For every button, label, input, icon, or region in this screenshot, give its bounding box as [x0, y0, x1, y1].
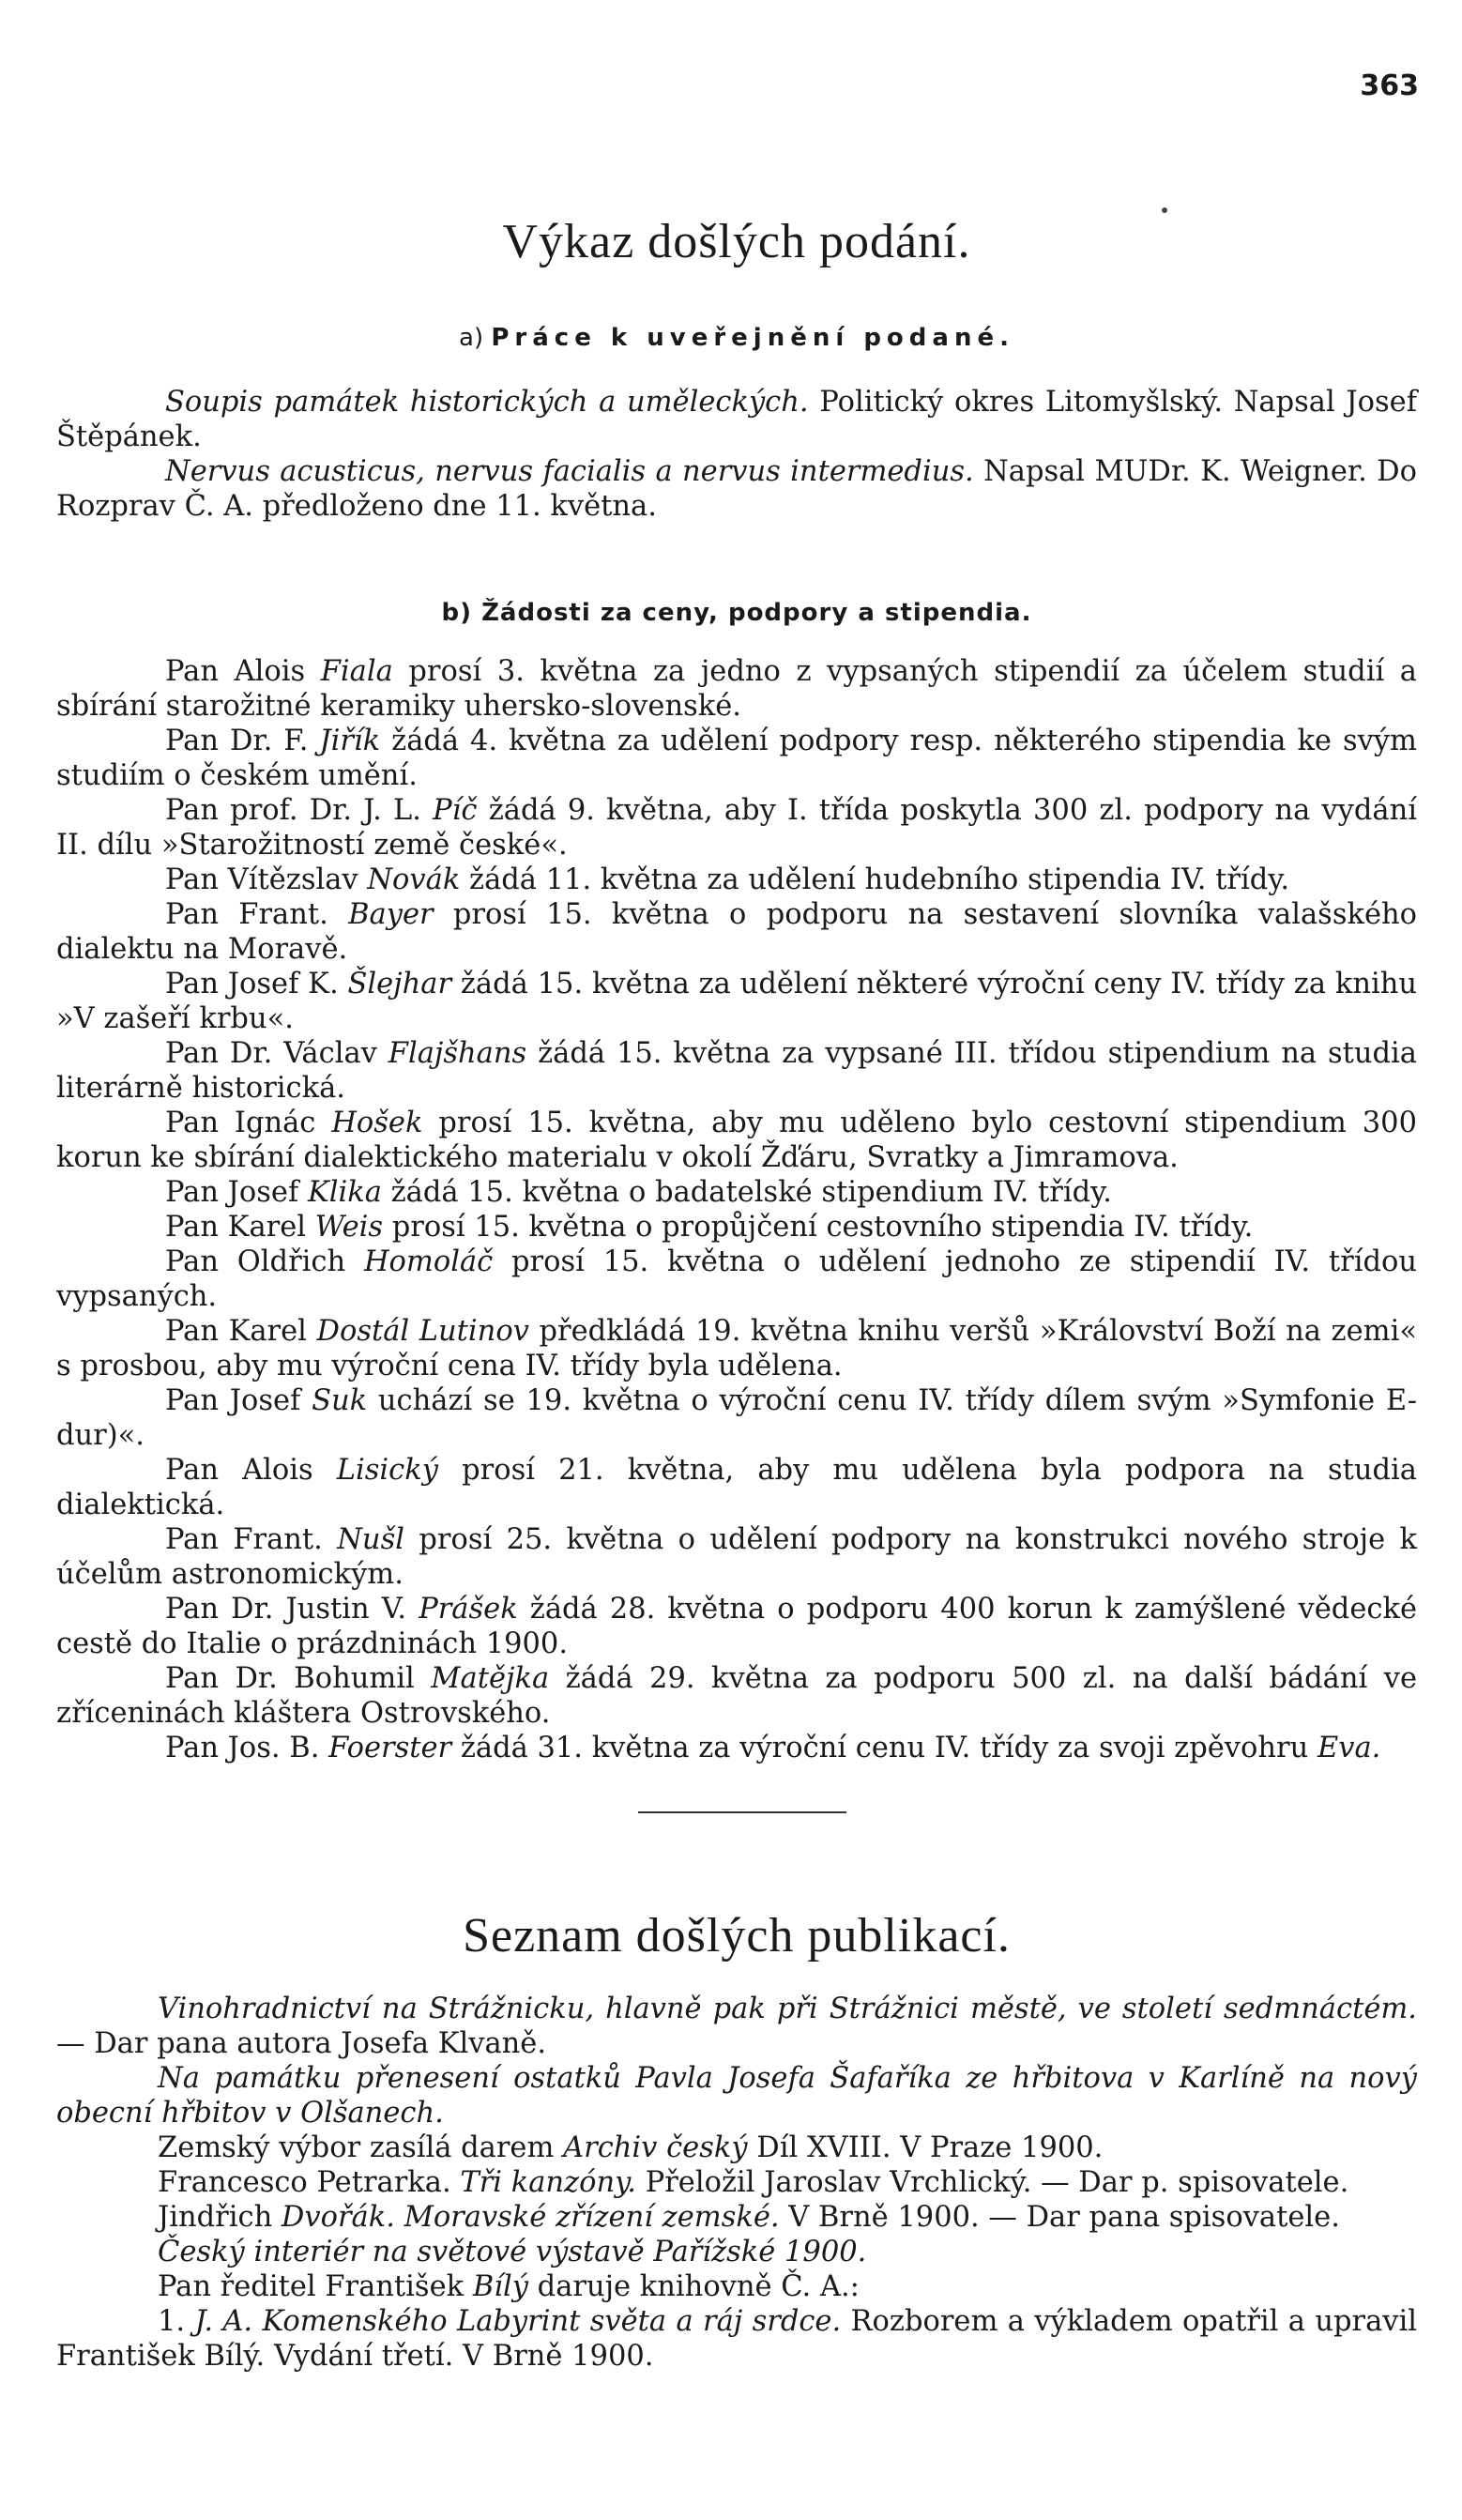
request-name: Matějka	[431, 1662, 550, 1695]
request-pre: Pan Josef K.	[165, 968, 348, 1000]
request-name: Bayer	[348, 898, 434, 931]
publication-details: V Brně 1900. — Dar pana spisovatele.	[779, 2201, 1340, 2234]
request-name: Lisický	[336, 1454, 438, 1487]
work-title: Nervus acusticus, nervus facialis a nervus intermedius.	[165, 455, 974, 488]
request-name: Klika	[307, 1176, 382, 1209]
publications-title: Seznam došlých publikací.	[463, 1909, 1011, 1963]
request-text: prosí 15. května o podporu na sestavení slovníka valašského dialektu na Moravě.	[56, 898, 1418, 966]
publication-title: J. A. Komenského Labyrint světa a ráj srdce.	[194, 2305, 842, 2338]
publication-entry	[56, 2235, 1417, 2269]
publication-pre: Francesco Petrarka.	[158, 2166, 461, 2199]
publication-details: — Dar pana autora Josefa Klvaně.	[56, 2027, 547, 2060]
request-entry	[56, 1314, 1417, 1383]
publication-title: Bílý	[472, 2270, 528, 2303]
opera-title: Eva.	[1317, 1732, 1381, 1764]
request-entry	[56, 724, 1417, 793]
print-speck	[1162, 207, 1167, 213]
publication-entry	[56, 2165, 1417, 2200]
section-divider	[638, 1811, 846, 1813]
work-entry	[56, 385, 1417, 454]
section-b-heading: b) Žádosti za ceny, podpory a stipendia.	[441, 599, 1032, 627]
publication-details: Přeložil Jaroslav Vrchlický. — Dar p. spisovatele.	[636, 2166, 1349, 2199]
request-name: Weis	[314, 1211, 384, 1244]
request-pre: Pan Dr. F.	[165, 725, 320, 757]
request-name: Dostál Lutinov	[316, 1315, 529, 1348]
publication-entry	[56, 2061, 1417, 2131]
request-pre: Pan Dr. Václav	[165, 1037, 388, 1070]
request-entry	[56, 1175, 1417, 1210]
request-entry	[56, 1661, 1417, 1731]
publication-details: Rozborem a výkladem opatřil a upravil František Bílý. Vydání třetí. V Brně 1900.	[56, 2305, 1418, 2373]
work-title: Soupis památek historických a uměleckých.	[165, 386, 809, 419]
work-details: Politický okres Litomyšlský. Napsal Josef Štěpánek.	[56, 386, 1417, 453]
request-name: Šlejhar	[347, 968, 452, 1000]
request-text: prosí 25. května o udělení podpory na konstrukci nového stroje k účelům astronomickým.	[56, 1523, 1417, 1591]
publication-title: Vinohradnictví na Strážnicku, hlavně pak při Strážnici městě, ve století sedmnáctém.	[158, 1993, 1417, 2025]
request-pre: Pan Jos. B.	[165, 1732, 329, 1764]
report-title: Výkaz došlých podání.	[502, 215, 971, 268]
request-pre: Pan Frant.	[165, 898, 349, 931]
request-entry	[56, 1383, 1417, 1453]
page-number: 363	[1360, 69, 1419, 102]
request-name: Nušl	[337, 1523, 404, 1556]
request-pre: Pan Dr. Justin V.	[165, 1593, 419, 1626]
request-text: prosí 15. května o propůjčení cestovního stipendia IV. třídy.	[383, 1211, 1254, 1244]
request-entry	[56, 1245, 1417, 1314]
request-text: prosí 21. května, aby mu udělena byla podpora na studia dialektická.	[56, 1454, 1417, 1521]
request-text: žádá 4. května za udělení podpory resp. některého stipendia ke svým studiím o českém umění.	[56, 725, 1417, 792]
publication-pre: Jindřich	[158, 2201, 282, 2234]
works-list	[56, 385, 1417, 524]
request-text: prosí 15. května o udělení jednoho ze stipendií IV. třídou vypsaných.	[56, 1245, 1417, 1313]
request-entry	[56, 1106, 1417, 1175]
request-pre: Pan Frant.	[165, 1523, 338, 1556]
publication-details: Díl XVIII. V Praze 1900.	[747, 2131, 1104, 2164]
publication-entry	[56, 2304, 1417, 2374]
publication-entry	[56, 2131, 1417, 2165]
request-entry	[56, 654, 1417, 724]
request-text: prosí 3. května za jedno z vypsaných stipendií za účelem studií a sbírání starožitné keramiky uhersko-slovenské.	[56, 655, 1417, 723]
request-entry	[56, 1592, 1417, 1661]
publications-list	[56, 1992, 1417, 2374]
section-a-title: Práce k uveřejnění podané.	[491, 324, 1014, 352]
publication-entry	[56, 1992, 1417, 2061]
request-pre: Pan Oldřich	[165, 1245, 364, 1278]
request-pre: Pan Vítězslav	[165, 863, 368, 896]
request-entry	[56, 1210, 1417, 1245]
request-entry	[56, 793, 1417, 863]
request-text: žádá 15. května za vypsané III. třídou stipendium na studia literárně historická.	[56, 1037, 1417, 1105]
request-text: předkládá 19. května knihu veršů »Království Boží na zemi« s prosbou, aby mu výroční cena IV. třídy byla udělena.	[56, 1315, 1417, 1382]
requests-list	[56, 654, 1417, 1765]
request-text: žádá 28. května o podporu 400 korun k zamýšlené vědecké cestě do Italie o prázdninách 1900.	[56, 1593, 1417, 1660]
work-entry	[56, 454, 1417, 524]
request-text: žádá 29. května za podporu 500 zl. na další bádání ve zříceninách kláštera Ostrovského.	[56, 1662, 1418, 1730]
request-name: Jiřík	[319, 725, 381, 757]
request-name: Hošek	[331, 1107, 423, 1139]
request-text: žádá 15. května za udělení některé výroční ceny IV. třídy za knihu »V zašeří krbu«.	[56, 968, 1418, 1035]
request-entry	[56, 1522, 1417, 1592]
publication-title: Na památku přenesení ostatků Pavla Josefa Šafaříka ze hřbitova v Karlíně na nový obecní hřbitov v Olšanech.	[56, 2062, 1417, 2130]
request-entry	[56, 1036, 1417, 1106]
request-name: Píč	[433, 794, 478, 827]
section-a-prefix: a)	[459, 324, 484, 352]
publication-title: Archiv český	[563, 2131, 748, 2164]
publication-title: Český interiér na světové výstavě Pařížské 1900.	[158, 2236, 867, 2268]
request-pre: Pan Alois	[165, 655, 321, 688]
request-name: Flajšhans	[388, 1037, 527, 1070]
publication-pre: Pan ředitel František	[158, 2270, 473, 2303]
request-pre: Pan Dr. Bohumil	[165, 1662, 432, 1695]
publication-pre: 1.	[158, 2305, 195, 2338]
publication-title: Tři kanzóny.	[460, 2166, 636, 2199]
request-pre: Pan Josef	[165, 1384, 312, 1417]
request-text: uchází se 19. května o výroční cenu IV. třídy dílem svým »Symfonie E-dur)«.	[56, 1384, 1417, 1452]
publication-entry	[56, 2269, 1417, 2304]
request-name: Novák	[367, 863, 461, 896]
request-text: žádá 11. května za udělení hudebního stipendia IV. třídy.	[460, 863, 1290, 896]
request-name: Prášek	[419, 1593, 518, 1626]
request-pre: Pan Josef	[165, 1176, 308, 1209]
request-entry	[56, 897, 1417, 967]
request-pre: Pan prof. Dr. J. L.	[165, 794, 434, 827]
request-name: Suk	[312, 1384, 368, 1417]
request-pre: Pan Karel	[165, 1315, 317, 1348]
request-entry	[56, 967, 1417, 1036]
request-entry	[56, 1453, 1417, 1522]
request-text: žádá 15. května o badatelské stipendium IV. třídy.	[381, 1176, 1112, 1209]
request-entry	[56, 1731, 1417, 1765]
work-details: Napsal MUDr. K. Weigner. Do Rozprav Č. A. předloženo dne 11. května.	[56, 455, 1417, 523]
request-name: Foerster	[328, 1732, 452, 1764]
request-name: Fiala	[320, 655, 393, 688]
request-text: prosí 15. května, aby mu uděleno bylo cestovní stipendium 300 korun ke sbírání dialektického materialu v okolí Žďáru, Svratky a Jimramova.	[56, 1107, 1417, 1174]
request-pre: Pan Alois	[165, 1454, 337, 1487]
request-pre: Pan Ignác	[165, 1107, 332, 1139]
request-text: žádá 31. května za výroční cenu IV. třídy za svoji zpěvohru	[451, 1732, 1317, 1764]
publication-pre: Zemský výbor zasílá darem	[158, 2131, 564, 2164]
publication-entry	[56, 2200, 1417, 2235]
request-pre: Pan Karel	[165, 1211, 315, 1244]
request-name: Homoláč	[363, 1245, 494, 1278]
request-text: žádá 9. května, aby I. třída poskytla 300 zl. podpory na vydání II. dílu »Starožitností země české«.	[56, 794, 1418, 862]
section-a-heading	[56, 324, 1417, 352]
publication-details: daruje knihovně Č. A.:	[527, 2270, 860, 2303]
request-entry	[56, 863, 1417, 897]
publication-title: Dvořák. Moravské zřízení zemské.	[281, 2201, 780, 2234]
